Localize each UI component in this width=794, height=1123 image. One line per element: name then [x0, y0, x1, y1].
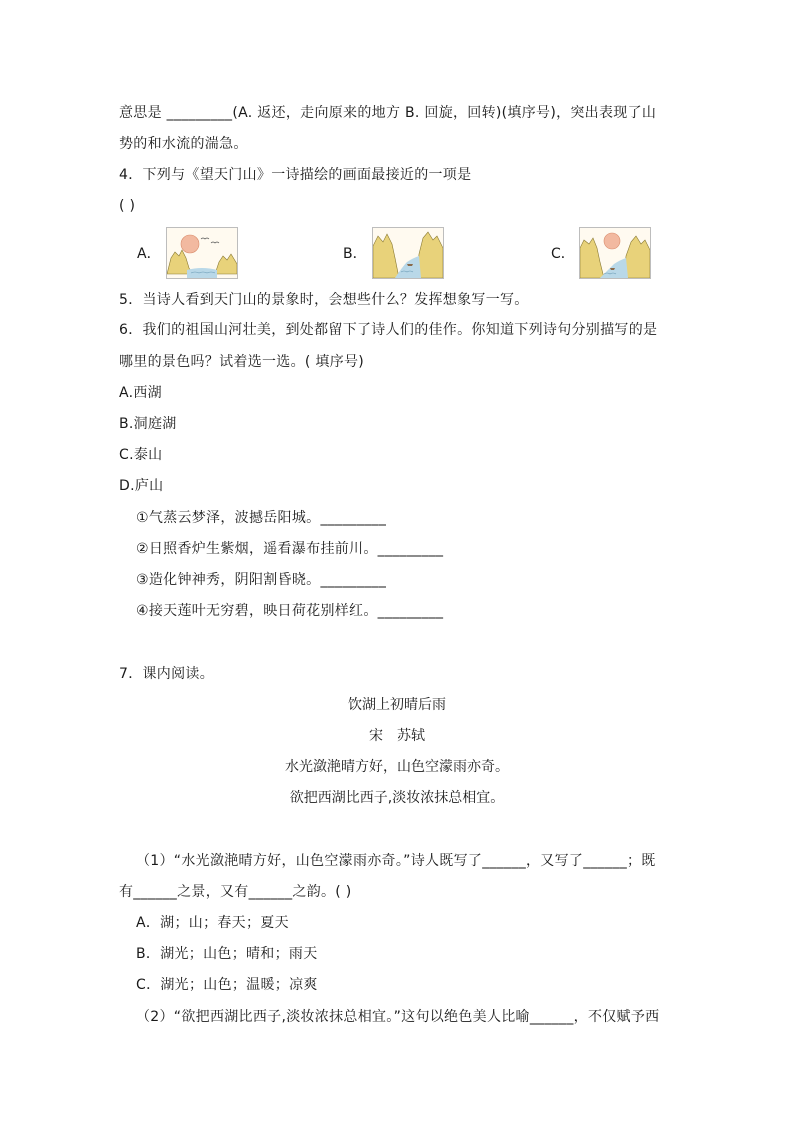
- sub-question-1-option-b: B．湖光；山色；晴和；雨天: [136, 946, 318, 962]
- question-6-line-1: 6．我们的祖国山河壮美，到处都留下了诗人们的佳作。你知道下列诗句分别描写的是: [119, 322, 658, 338]
- option-c-picture[interactable]: [579, 227, 651, 279]
- question-4-answer-paren: ( ): [119, 198, 136, 214]
- sub-question-1-line-2: 有______之景，又有______之韵。( ): [119, 884, 352, 900]
- question-6-line-2: 哪里的景色吗？试着选一选。( 填序号): [119, 354, 365, 370]
- sub-question-1-option-c: C．湖光；山色；温暖；凉爽: [136, 977, 318, 993]
- question-4: 4．下列与《望天门山》一诗描绘的画面最接近的一项是: [119, 167, 472, 183]
- option-a-picture[interactable]: [166, 227, 238, 279]
- verse-3: ③造化钟神秀，阴阳割昏晓。_________: [136, 572, 387, 588]
- verse-1: ①气蒸云梦泽，波撼岳阳城。_________: [136, 510, 387, 526]
- poem-author: 宋 苏轼: [369, 728, 425, 744]
- mountains-river-boat-icon: [373, 228, 443, 278]
- option-a-label: A．: [137, 246, 161, 262]
- poem-title: 饮湖上初晴后雨: [348, 697, 446, 713]
- sun-mountains-birds-icon: [167, 228, 237, 278]
- option-d-lushan: D.庐山: [119, 478, 164, 494]
- verse-2: ②日照香炉生紫烟，遥看瀑布挂前川。_________: [136, 541, 444, 557]
- sub-question-1-option-a: A．湖；山；春天；夏天: [136, 915, 289, 931]
- text-line-meaning-cont: 势的和水流的湍急。: [119, 136, 248, 152]
- sub-question-1-line-1: （1）“水光潋滟晴方好，山色空濛雨亦奇。”诗人既写了______，又写了______；既: [136, 853, 656, 869]
- mountains-sun-boat-icon: [580, 228, 650, 278]
- option-b-dongting: B.洞庭湖: [119, 416, 177, 432]
- question-7: 7．课内阅读。: [119, 666, 215, 682]
- poem-line-2: 欲把西湖比西子,淡妆浓抹总相宜。: [289, 790, 505, 806]
- sub-question-2: （2）“欲把西湖比西子,淡妆浓抹总相宜。”这句以绝色美人比喻______，不仅赋予西: [136, 1009, 660, 1025]
- option-c-label: C．: [551, 246, 575, 262]
- poem-line-1: 水光潋滟晴方好，山色空濛雨亦奇。: [285, 759, 509, 775]
- option-b-label: B．: [343, 246, 367, 262]
- question-5: 5．当诗人看到天门山的景象时，会想些什么？发挥想象写一写。: [119, 292, 529, 308]
- text-line-meaning: 意思是 _________(A. 返还，走向原来的地方 B. 回旋，回转)(填序号)，突出表现了山: [119, 105, 657, 121]
- option-a-westlake: A.西湖: [119, 385, 162, 401]
- option-b-picture[interactable]: [372, 227, 444, 279]
- verse-4: ④接天莲叶无穷碧，映日荷花别样红。_________: [136, 603, 444, 619]
- option-c-taishan: C.泰山: [119, 447, 163, 463]
